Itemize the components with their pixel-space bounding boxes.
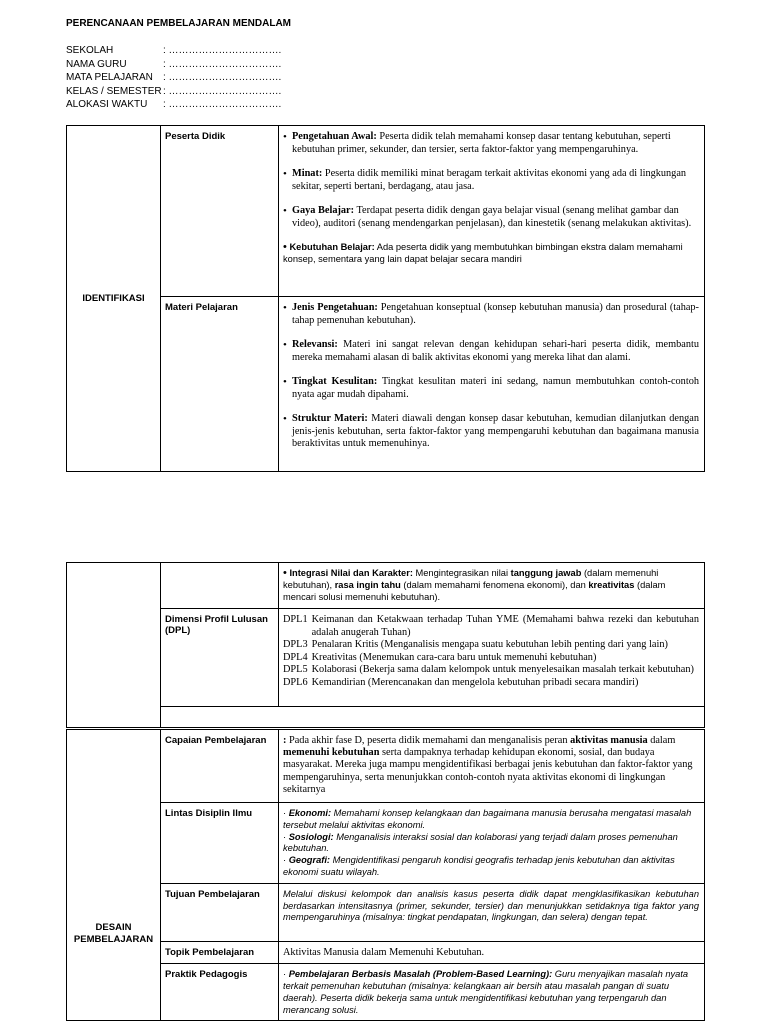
dpl-text: Keimanan dan Ketakwaan terhadap Tuhan YME (Memahami bahwa rezeki dan kebutuhan adalah anugerah Tuhan): [311, 614, 699, 638]
item-text: Mengidentifikasi pengaruh kondisi geografis terhadap jenis kebutuhan dan aktivitas ekonomi suatu wilayah.: [283, 855, 675, 877]
field-nama-guru: [66, 58, 281, 72]
list-item: [283, 614, 699, 639]
table-row: [67, 883, 705, 941]
identity-fields: [66, 44, 281, 112]
item-emphasis: tanggung jawab: [510, 568, 582, 578]
item-text: Mengintegrasikan nilai: [412, 568, 511, 578]
label-capaian: Capaian Pembelajaran: [161, 730, 279, 803]
dpl-code: DPL1: [283, 614, 308, 625]
field-label: SEKOLAH: [66, 45, 114, 56]
field-label: MATA PELAJARAN: [66, 72, 153, 83]
list-item: [283, 832, 699, 856]
item-term: Struktur Materi:: [292, 413, 368, 424]
bullet-icon: •: [283, 376, 287, 388]
bullet-icon: •: [283, 241, 287, 253]
dpl-code: DPL3: [283, 639, 308, 650]
item-text: Terdapat peserta didik dengan gaya belajar visual (senang melihat gambar dan video), auditori (senang mendengarkan penjelasan), dan kinestetik (senang melakukan aktivitas).: [292, 205, 692, 229]
item-text: Guru menyajikan masalah nyata terkait pemenuhan kebutuhan (misalnya: kelangkaan air bersih atau masalah pangan di suatu daerah). Peserta didik bekerja sama untuk mengidentifikasi kebutuhan yang terpengaruh dan merancang solusi.: [283, 969, 689, 1015]
field-value: : …………………………….: [163, 99, 282, 110]
field-value: : …………………………….: [163, 58, 282, 70]
table-row: [67, 609, 705, 707]
bullet-icon: •: [283, 302, 287, 314]
empty-row-cell: [161, 707, 705, 728]
list-item: [283, 855, 699, 879]
bullet-icon: •: [283, 205, 287, 217]
label-materi-pelajaran: Materi Pelajaran: [161, 297, 279, 472]
table-row: [67, 126, 705, 297]
document-title: PERENCANAAN PEMBELAJARAN MENDALAM: [66, 18, 292, 29]
bullet-icon: •: [283, 168, 287, 180]
item-term: Relevansi:: [292, 339, 338, 350]
list-item: [283, 376, 699, 401]
list-item: [283, 302, 699, 327]
item-text: dalam: [647, 735, 676, 746]
identifikasi-table: [66, 125, 705, 472]
item-text: Peserta didik memiliki minat beragam terkait aktivitas ekonomi yang ada di lingkungan sekitar, seperti bertani, berdagang, atau jasa.: [292, 168, 687, 192]
item-text: (dalam memahami fenomena ekonomi), dan: [400, 579, 589, 590]
item-text: Memahami konsep kelangkaan dan bagaimana manusia berusaha mengatasi masalah tersebut melalui aktivitas ekonomi.: [283, 808, 692, 830]
field-label: NAMA GURU: [66, 58, 127, 70]
list-item: [283, 639, 699, 652]
section-label: DESAIN PEMBELAJARAN: [73, 922, 154, 946]
label-peserta-didik: Peserta Didik: [161, 126, 279, 297]
table-row: [67, 941, 705, 964]
item-text: Peserta didik telah memahami konsep dasar tentang kebutuhan, seperti kebutuhan primer, sekunder, dan tersier, serta faktor-faktor yang mempengaruhinya.: [292, 131, 671, 155]
item-emphasis: rasa ingin tahu: [334, 579, 401, 590]
item-text: (dalam memenuhi kebutuhan),: [283, 568, 659, 590]
list-item: [283, 413, 699, 451]
list-item: [283, 205, 699, 230]
list-item: [283, 131, 699, 156]
item-term: Tingkat Kesulitan:: [292, 376, 378, 387]
field-value: : …………………………….: [163, 72, 282, 83]
label-topik: Topik Pembelajaran: [161, 941, 279, 964]
item-text: serta dampaknya terhadap kehidupan ekonomi, sosial, dan budaya masyarakat. Mereka juga mampu mengidentifikasi berbagai jenis kebutuhan dan faktor-faktor yang mempengaruhinya, serta menunjukkan contoh-contoh nyata aktivitas ekonomi di lingkungan sekitarnya: [283, 747, 693, 795]
table-row: [67, 563, 705, 609]
field-sekolah: [66, 44, 281, 58]
item-term: Ekonomi:: [288, 808, 332, 818]
dpl-content: [279, 609, 705, 707]
item-term: Pembelajaran Berbasis Masalah (Problem-Based Learning):: [288, 969, 553, 980]
lintas-content: [279, 803, 705, 884]
item-term: Jenis Pengetahuan:: [292, 302, 378, 313]
topik-content: Aktivitas Manusia dalam Memenuhi Kebutuhan.: [279, 941, 705, 964]
section-cell-continued: [67, 563, 161, 728]
desain-table: [66, 729, 705, 1021]
item-prefix: ·: [283, 969, 289, 980]
karakter-content: [279, 563, 705, 609]
item-term: Gaya Belajar:: [292, 205, 355, 216]
section-desain-pembelajaran: [67, 730, 161, 1021]
item-text: (dalam mencari solusi memenuhi kebutuhan).: [283, 579, 666, 602]
list-item: [283, 808, 699, 832]
dpl-code: DPL6: [283, 676, 308, 688]
item-text: Ada peserta didik yang membutuhkan bimbingan ekstra dalam memahami konsep, sementara yang lain dapat belajar secara mandiri: [283, 242, 683, 264]
item-text: Materi diawali dengan konsep dasar kebutuhan, kemudian dilanjutkan dengan jenis-jenis kebutuhan, serta faktor-faktor yang mempengaruhi kebutuhan dan bagaimana manusia beraktivitas untuk memenuhinya.: [292, 413, 699, 449]
dpl-text: Kemandirian (Merencanakan dan mengelola kebutuhan pribadi secara mandiri): [311, 676, 639, 688]
item-text: Pengetahuan konseptual (konsep kebutuhan manusia) dan prosedural (tahap-tahap pemenuhan kebutuhan).: [292, 302, 699, 326]
item-term: Sosiologi:: [288, 831, 334, 842]
tujuan-content: Melalui diskusi kelompok dan analisis kasus peserta didik dapat mengklasifikasikan kebutuhan berdasarkan intensitasnya (primer, sekunder, tersier) dan menunjukkan setidaknya tiga faktor yang mempengaruhinya (misalnya: tingkat pendapatan, lingkungan, dan selera) dengan tepat.: [279, 883, 705, 941]
list-item: [283, 664, 699, 677]
item-prefix: ·: [283, 855, 289, 866]
field-mata-pelajaran: [66, 71, 281, 85]
item-emphasis: kreativitas: [588, 579, 635, 590]
field-alokasi-waktu: [66, 98, 281, 112]
table-row: [67, 730, 705, 803]
item-text: Tingkat kesulitan materi ini sedang, namun membutuhkan contoh-contoh nyata agar mudah dipahami.: [292, 376, 699, 400]
dpl-code: DPL4: [283, 651, 308, 663]
item-term: Minat:: [292, 168, 323, 179]
field-value: : …………………………….: [163, 45, 282, 56]
dpl-text: Kreativitas (Menemukan cara-cara baru untuk memenuhi kebutuhan): [311, 651, 597, 663]
materi-pelajaran-content: [279, 297, 705, 472]
field-label: KELAS / SEMESTER: [66, 85, 162, 97]
item-prefix: ·: [283, 831, 289, 842]
kebutuhan-belajar-item: [283, 242, 699, 266]
item-text: Pada akhir fase D, peserta didik memahami dan menganalisis peran: [286, 735, 571, 746]
praktik-content: [279, 964, 705, 1021]
item-text: Menganalisis interaksi sosial dan kolaborasi yang terjadi dalam proses pemenuhan kebutuhan.: [283, 831, 678, 854]
peserta-didik-content: [279, 126, 705, 297]
item-emphasis: memenuhi kebutuhan: [283, 747, 380, 759]
bullet-icon: •: [283, 413, 287, 425]
dpl-code: DPL5: [283, 664, 308, 675]
list-item: [283, 677, 699, 690]
field-label: ALOKASI WAKTU: [66, 99, 148, 110]
capaian-content: [279, 730, 705, 803]
item-emphasis: aktivitas manusia: [570, 735, 648, 746]
field-kelas-semester: [66, 85, 281, 99]
list-item: [283, 339, 699, 364]
item-term: Geografi:: [288, 855, 331, 866]
item-text: Materi ini sangat relevan dengan kehidupan sehari-hari peserta didik, membantu mereka memahami alasan di balik aktivitas ekonomi yang mereka lihat dan alami.: [292, 339, 699, 363]
label-dimensi-profil: Dimensi Profil Lulusan (DPL): [161, 609, 279, 707]
field-value: : …………………………….: [163, 85, 282, 97]
bullet-icon: •: [283, 131, 287, 143]
item-term: Integrasi Nilai dan Karakter:: [289, 568, 413, 578]
item-term: Kebutuhan Belajar:: [289, 242, 375, 252]
section-identifikasi: IDENTIFIKASI: [67, 126, 161, 472]
list-item: [283, 652, 699, 665]
karakter-dpl-table: [66, 562, 705, 728]
table-row: [67, 297, 705, 472]
empty-label-cell: [161, 563, 279, 609]
label-tujuan: Tujuan Pembelajaran: [161, 883, 279, 941]
bullet-icon: •: [283, 567, 287, 579]
table-row: [67, 707, 705, 728]
table-row: [67, 803, 705, 884]
table-row: [67, 964, 705, 1021]
bullet-icon: •: [283, 339, 287, 351]
label-praktik-pedagogis: Praktik Pedagogis: [161, 964, 279, 1021]
dpl-text: Kolaborasi (Bekerja sama dalam kelompok untuk menyelesaikan masalah terkait kebutuhan): [311, 664, 694, 675]
item-lead: :: [283, 735, 287, 746]
dpl-text: Penalaran Kritis (Menganalisis mengapa suatu kebutuhan lebih penting dari yang lain): [311, 639, 668, 650]
label-lintas-disiplin: Lintas Disiplin Ilmu: [161, 803, 279, 884]
item-prefix: ·: [283, 808, 289, 818]
item-term: Pengetahuan Awal:: [292, 131, 377, 142]
list-item: [283, 168, 699, 193]
